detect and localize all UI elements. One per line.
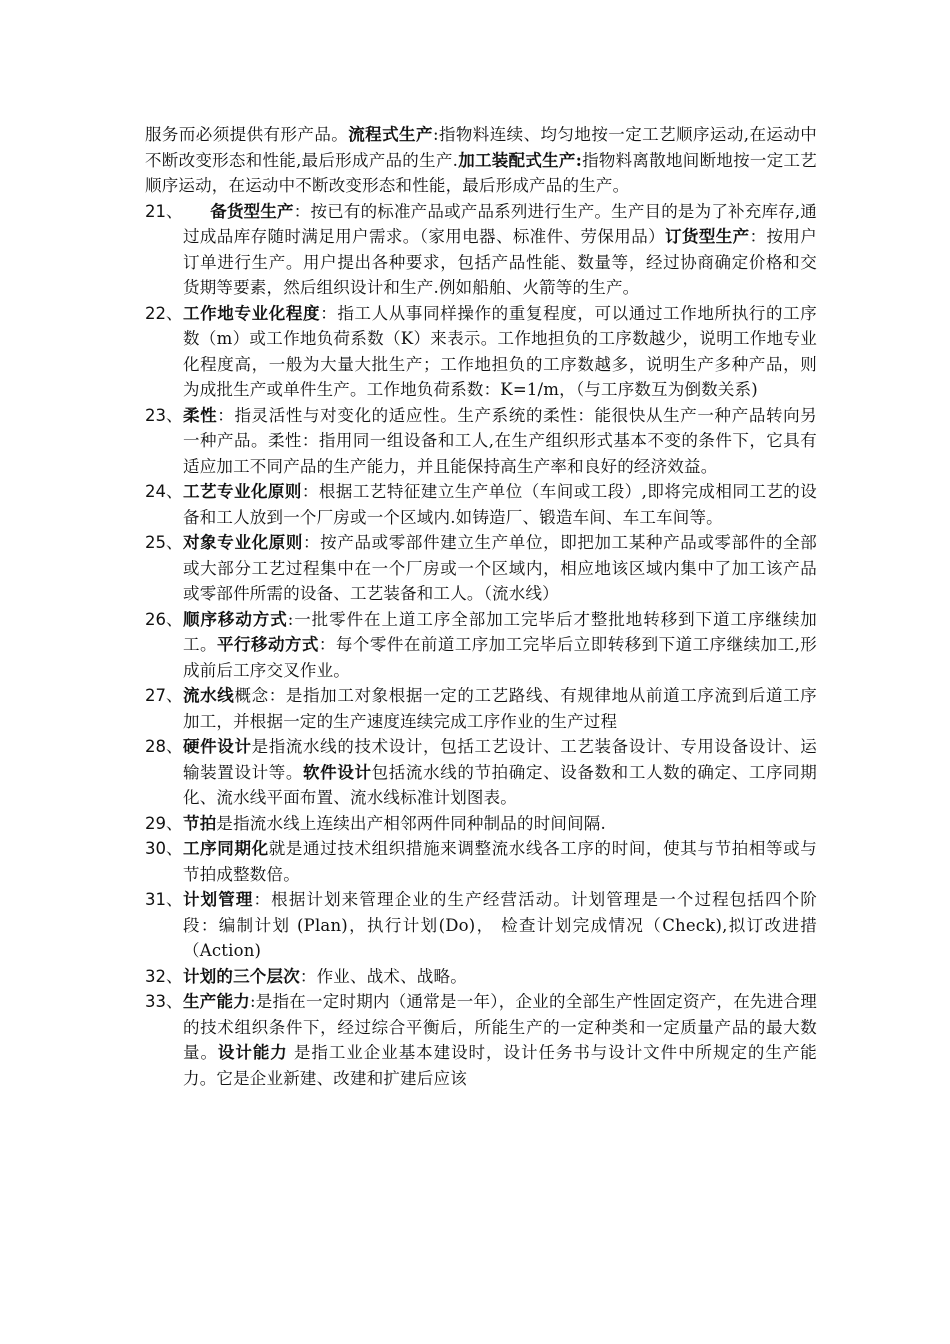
term-bold: 柔性 bbox=[183, 405, 218, 425]
item-number: 32、 bbox=[145, 966, 183, 986]
text-run: 就是通过技术组织措施来调整流水线各工序的时间，使其与节拍相等或与节拍成整数倍。 bbox=[183, 839, 818, 884]
item-text bbox=[183, 199, 817, 301]
list-item bbox=[145, 734, 817, 811]
text-run: ：每个零件在前道工序加工完毕后立即转移到下道工序继续加工,形成前后工序交叉作业。 bbox=[183, 635, 818, 680]
item-number: 29、 bbox=[145, 813, 183, 833]
list-item bbox=[145, 683, 817, 734]
item-text bbox=[183, 836, 817, 887]
term-bold: 计划的三个层次 bbox=[183, 966, 300, 986]
item-number: 31、 bbox=[145, 890, 183, 909]
list-item bbox=[145, 989, 817, 1091]
list-item bbox=[145, 530, 817, 607]
item-number: 27、 bbox=[145, 686, 183, 705]
text-run: ：根据计划来管理企业的生产经营活动。计划管理是一个过程包括四个阶段：编制计划 (Plan)，执行计划(Do)， 检查计划完成情况（Check),拟订改进措（Action) bbox=[183, 890, 817, 960]
term-bold: 工序同期化 bbox=[183, 839, 269, 858]
text-run: ：根据工艺特征建立生产单位（车间或工段）,即将完成相同工艺的设备和工人放到一个厂房或一个区域内.如铸造厂、锻造车间、车工车间等。 bbox=[183, 482, 817, 527]
item-text bbox=[183, 403, 817, 480]
item-text bbox=[183, 530, 817, 607]
item-number: 22、 bbox=[145, 303, 183, 323]
item-text bbox=[183, 811, 817, 837]
text-run: :是指在一定时期内（通常是一年），企业的全部生产性固定资产，在先进合理的技术组织条件下，经过综合平衡后，所能生产的一定种类和一定质量产品的最大数量。 bbox=[183, 992, 817, 1062]
term-bold: 平行移动方式 bbox=[216, 635, 319, 654]
document-body bbox=[145, 122, 817, 1091]
term-bold: 生产能力 bbox=[183, 992, 250, 1011]
term-bold: 工艺专业化原则 bbox=[183, 482, 302, 501]
text-run: ：指灵活性与对变化的适应性。生产系统的柔性：能很快从生产一种产品转向另一种产品。柔性：指用同一组设备和工人,在生产组织形式基本不变的条件下，它具有适应加工不同产品的生产能力，并且能保持高生产率和良好的经济效益。 bbox=[183, 405, 817, 476]
text-run: 是指流水线上连续出产相邻两件同种制品的时间间隔. bbox=[216, 813, 606, 833]
term-bold: 备货型生产 bbox=[210, 201, 294, 221]
item-text bbox=[183, 479, 817, 530]
item-number: 21、 bbox=[145, 201, 183, 221]
text-run: :指物料连续、均匀地按一定工艺顺序运动,在运动中不断改变形态和性能,最后形成产品的生产. bbox=[145, 125, 817, 170]
term-bold: 软件设计 bbox=[303, 762, 372, 782]
term-bold: 计划管理 bbox=[183, 890, 254, 909]
item-text bbox=[183, 607, 817, 684]
item-number: 26、 bbox=[145, 609, 183, 629]
item-text bbox=[183, 887, 817, 964]
intro-paragraph bbox=[145, 122, 817, 199]
list-item bbox=[145, 964, 817, 990]
term-bold: 工作地专业化程度 bbox=[183, 303, 321, 323]
text-run: 指物料离散地间断地按一定工艺顺序运动，在运动中不断改变形态和性能，最后形成产品的生产。 bbox=[145, 150, 817, 195]
list-item bbox=[145, 301, 817, 403]
text-run: ：按用户订单进行生产。用户提出各种要求，包括产品性能、数量等，经过协商确定价格和交货期等要素，然后组织设计和生产.例如船舶、火箭等的生产。 bbox=[183, 227, 817, 297]
list-item bbox=[145, 403, 817, 480]
list-item bbox=[145, 811, 817, 837]
term-bold: 对象专业化原则 bbox=[183, 533, 304, 552]
term-bold: 顺序移动方式 bbox=[183, 609, 288, 629]
item-number: 28、 bbox=[145, 737, 183, 756]
item-text bbox=[183, 301, 817, 403]
term-bold: 节拍 bbox=[183, 813, 217, 833]
list-item bbox=[145, 199, 817, 301]
item-text bbox=[183, 734, 817, 811]
list-item bbox=[145, 479, 817, 530]
text-run: ：按已有的标准产品或产品系列进行生产。生产目的是为了补充库存,通过成品库存随时满足用户需求。（家用电器、标准件、劳保用品） bbox=[183, 201, 817, 246]
text-run: 概念：是指加工对象根据一定的工艺路线、有规律地从前道工序流到后道工序加工，并根据一定的生产速度连续完成工序作业的生产过程 bbox=[183, 686, 817, 731]
text-run: 是指工业企业基本建设时，设计任务书与设计文件中所规定的生产能力。它是企业新建、改建和扩建后应该 bbox=[183, 1043, 817, 1088]
item-number: 24、 bbox=[145, 482, 183, 501]
term-bold: 硬件设计 bbox=[183, 737, 252, 756]
term-bold: 订货型生产 bbox=[665, 227, 750, 246]
text-run bbox=[183, 202, 210, 221]
term-bold: 设计能力 bbox=[217, 1043, 288, 1062]
term-bold: 流水线 bbox=[183, 686, 235, 705]
list-item bbox=[145, 836, 817, 887]
term-bold: 加工装配式生产: bbox=[458, 150, 582, 170]
list-item bbox=[145, 607, 817, 684]
item-number: 25、 bbox=[145, 533, 183, 552]
text-run: 是指流水线的技术设计，包括工艺设计、工艺装备设计、专用设备设计、运输装置设计等。 bbox=[183, 737, 817, 782]
item-text bbox=[183, 989, 817, 1091]
numbered-list bbox=[145, 199, 817, 1092]
text-run: ：指工人从事同样操作的重复程度，可以通过工作地所执行的工序数（m）或工作地负荷系数（K）来表示。工作地担负的工序数越少，说明工作地专业化程度高，一般为大量大批生产；工作地担负的工序数越多，说明生产多种产品，则为成批生产或单件生产。工作地负荷系数：K=1/m，（与工序数互为倒数关系) bbox=[183, 303, 817, 399]
item-number: 30、 bbox=[145, 839, 183, 858]
text-run: ：作业、战术、战略。 bbox=[299, 966, 467, 986]
text-run: ：按产品或零部件建立生产单位，即把加工某种产品或零部件的全部或大部分工艺过程集中在一个厂房或一个区域内，相应地该区域内集中了加工该产品或零部件所需的设备、工艺装备和工人。（流水线） bbox=[183, 533, 817, 603]
list-item bbox=[145, 887, 817, 964]
text-run: 包括流水线的节拍确定、设备数和工人数的确定、工序同期化、流水线平面布置、流水线标准计划图表。 bbox=[183, 762, 817, 807]
item-text bbox=[183, 964, 817, 990]
term-bold: 流程式生产 bbox=[348, 125, 433, 144]
item-number: 33、 bbox=[145, 992, 183, 1011]
item-number: 23、 bbox=[145, 405, 183, 425]
text-run: 服务而必须提供有形产品。 bbox=[145, 125, 349, 144]
item-text bbox=[183, 683, 817, 734]
text-run: :一批零件在上道工序全部加工完毕后才整批地转移到下道工序继续加工。 bbox=[183, 609, 818, 654]
